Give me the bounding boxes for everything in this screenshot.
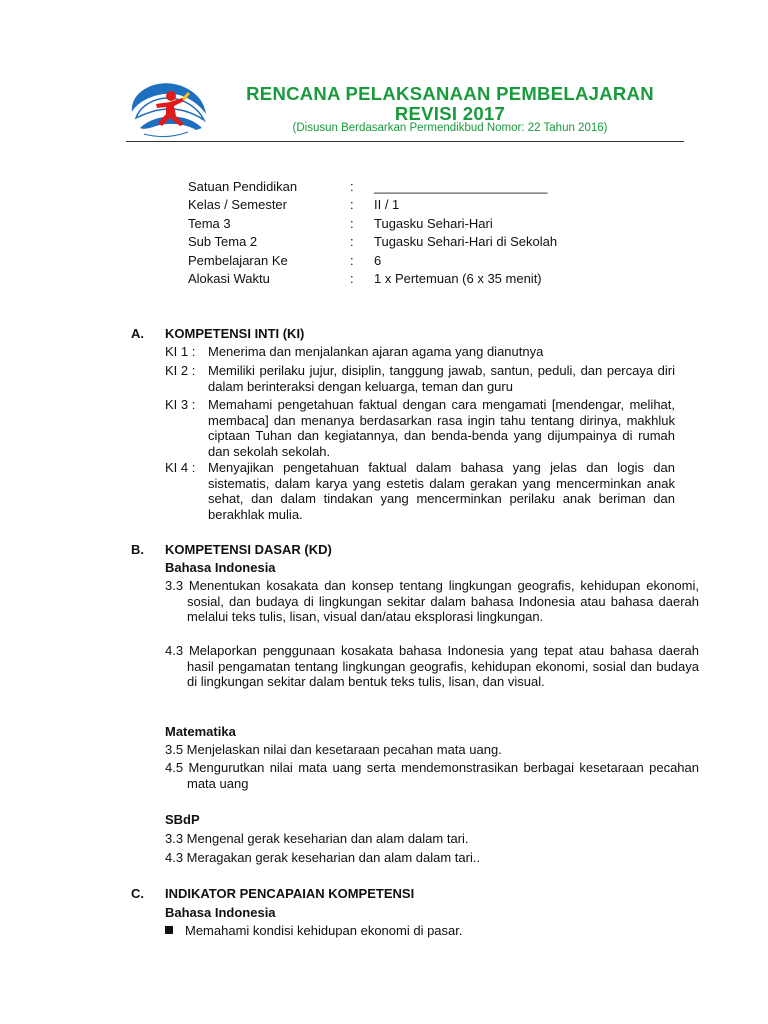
- section-c-letter: C.: [131, 886, 144, 901]
- kd-item: 4.3 Meragakan gerak keseharian dan alam dalam tari..: [165, 850, 481, 865]
- identity-label: Pembelajaran Ke: [188, 252, 288, 268]
- ki-item: [165, 363, 675, 394]
- kd-item: 3.5 Menjelaskan nilai dan kesetaraan pecahan mata uang.: [165, 742, 502, 757]
- section-a-title: KOMPETENSI INTI (KI): [165, 326, 305, 341]
- document-title-line2: REVISI 2017: [394, 103, 506, 124]
- ki-code: KI 4 :: [165, 460, 196, 475]
- kd-item: 3.3 Menentukan kosakata dan konsep tentang lingkungan geografis, kehidupan ekonomi, sosial, dan budaya di lingkungan sekitar dalam bahasa Indonesia atau bahasa daerah melalui teks tulis, lisan, visual dan/atau eksplorasi lingkungan.: [165, 578, 699, 625]
- identity-label: Satuan Pendidikan: [188, 179, 298, 194]
- identity-value: II / 1: [374, 197, 400, 213]
- identity-label: Sub Tema 2: [188, 234, 258, 250]
- identity-label: Tema 3: [188, 215, 231, 231]
- ki-item: [165, 397, 675, 459]
- kd-item: 4.3 Melaporkan penggunaan kosakata bahasa Indonesia yang tepat atau bahasa daerah hasil pengamatan tentang lingkungan geografis, kehidupan ekonomi, sosial dan budaya di lingkungan sekitar dalam bentuk teks tulis, lisan, dan visual.: [165, 643, 699, 690]
- identity-separator: :: [350, 215, 354, 231]
- section-c-title: INDIKATOR PENCAPAIAN KOMPETENSI: [165, 886, 415, 901]
- ki-text: Menerima dan menjalankan ajaran agama yang dianutnya: [208, 344, 544, 359]
- document-header: [0, 0, 768, 160]
- section-a-letter: A.: [131, 326, 144, 341]
- kd-item: 3.3 Mengenal gerak keseharian dan alam dalam tari.: [165, 831, 469, 846]
- indicator-item: [165, 923, 463, 938]
- document-title-line1: RENCANA PELAKSANAAN PEMBELAJARAN: [246, 83, 654, 104]
- header-divider: [126, 141, 684, 142]
- subject-heading: Matematika: [165, 724, 236, 739]
- square-bullet-icon: [165, 926, 173, 934]
- identity-separator: :: [350, 234, 354, 250]
- section-b-letter: B.: [131, 542, 144, 557]
- identity-value: Tugasku Sehari-Hari di Sekolah: [374, 234, 558, 250]
- document-subtitle: (Disusun Berdasarkan Permendikbud Nomor: 22 Tahun 2016): [292, 122, 608, 134]
- identity-value: ________________________: [374, 179, 548, 194]
- subject-heading: SBdP: [165, 812, 200, 827]
- ki-code: KI 3 :: [165, 397, 196, 412]
- ki-item: [165, 344, 675, 360]
- identity-value: Tugasku Sehari-Hari: [374, 215, 493, 231]
- ki-item: [165, 460, 675, 522]
- subject-heading: Bahasa Indonesia: [165, 905, 276, 920]
- identity-label: Alokasi Waktu: [188, 270, 270, 286]
- subject-heading: Bahasa Indonesia: [165, 560, 276, 575]
- kd-item: 4.5 Mengurutkan nilai mata uang serta mendemonstrasikan berbagai kesetaraan pecahan mata uang: [165, 760, 699, 791]
- kurikulum-logo-icon: [126, 78, 212, 142]
- ki-code: KI 2 :: [165, 363, 196, 378]
- identity-separator: :: [350, 197, 354, 213]
- ki-text: Memahami pengetahuan faktual dengan cara mengamati [mendengar, melihat, membaca] dan menanya berdasarkan rasa ingin tahu tentang dirinya, makhluk ciptaan Tuhan dan kegiatannya, dan benda-benda yang dijumpainya di rumah dan sekolah sekolah.: [208, 397, 675, 459]
- identity-separator: :: [350, 270, 354, 286]
- indicator-text: Memahami kondisi kehidupan ekonomi di pasar.: [185, 923, 463, 938]
- section-b-title: KOMPETENSI DASAR (KD): [165, 542, 332, 557]
- ki-text: Memiliki perilaku jujur, disiplin, tanggung jawab, santun, peduli, dan percaya diri dalam berinteraksi dengan keluarga, teman dan guru: [208, 363, 675, 394]
- identity-value: 1 x Pertemuan (6 x 35 menit): [374, 270, 542, 286]
- ki-text: Menyajikan pengetahuan faktual dalam bahasa yang jelas dan logis dan sistematis, dalam karya yang estetis dalam gerakan yang mencerminkan anak sehat, dan dalam tindakan yang mencerminkan perilaku anak beriman dan berakhlak mulia.: [208, 460, 675, 522]
- identity-separator: :: [350, 252, 354, 268]
- identity-value: 6: [374, 252, 382, 268]
- identity-label: Kelas / Semester: [188, 197, 287, 213]
- identity-separator: :: [350, 179, 354, 194]
- ki-code: KI 1 :: [165, 344, 196, 359]
